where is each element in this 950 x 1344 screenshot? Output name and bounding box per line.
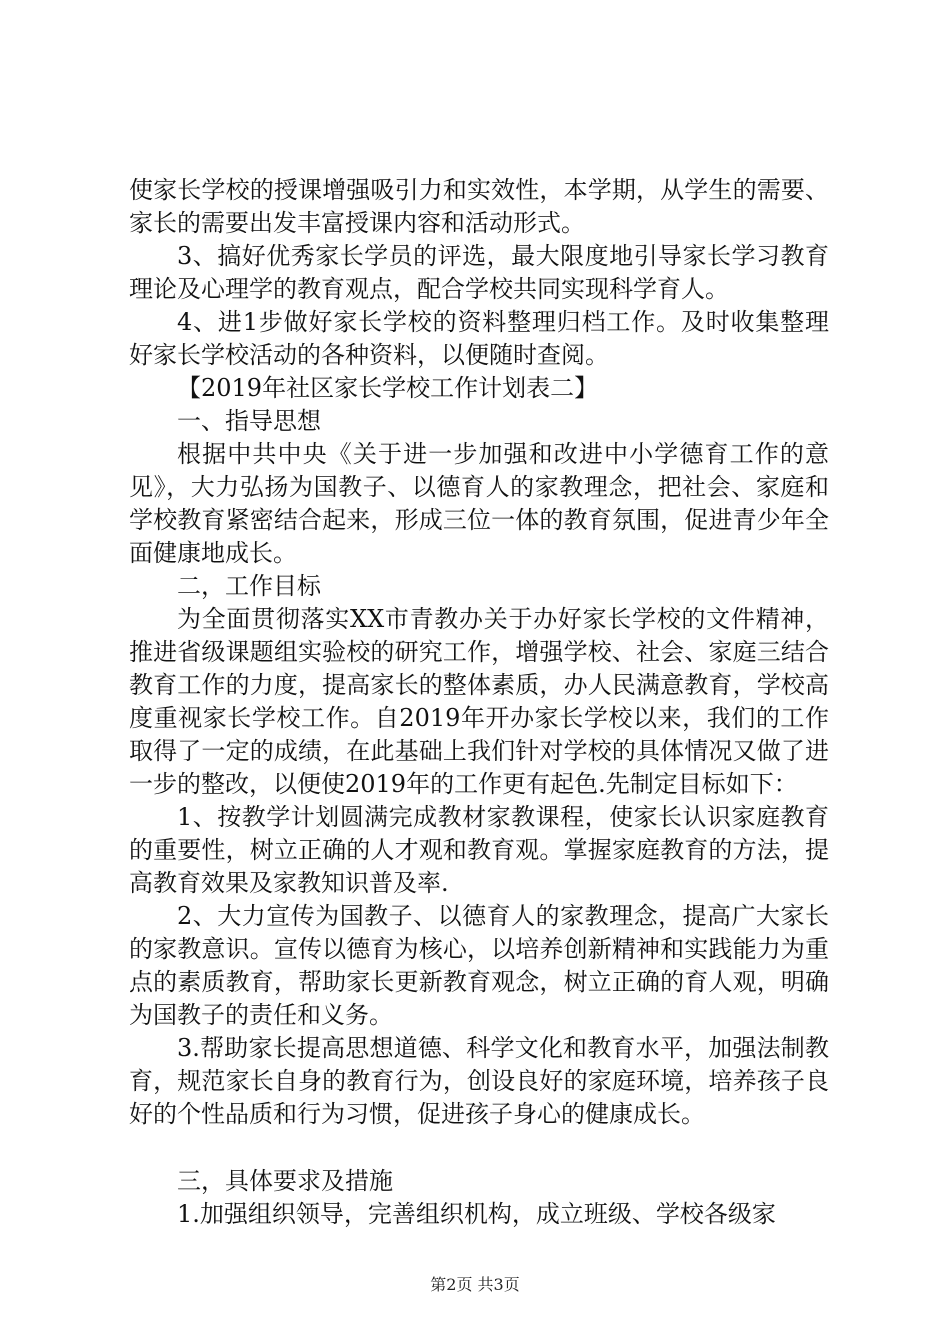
- heading-requirements-measures: 三，具体要求及措施: [177, 1167, 393, 1195]
- page-footer: 第2页 共3页: [430, 1275, 520, 1294]
- paragraph-spacer: [129, 1131, 829, 1165]
- paragraph-guiding-ideology: 根据中共中央《关于进一步加强和改进中小学德育工作的意见》，大力弘扬为国教子、以德育人的家教理念，把社会、家庭和学校教育紧密结合起来，形成三位一体的教育氛围，促进青少年全面健康地成长。: [129, 440, 829, 567]
- heading-guiding-ideology: 一、指导思想: [177, 407, 321, 435]
- paragraph-item-3: 3、搞好优秀家长学员的评选，最大限度地引导家长学习教育理论及心理学的教育观点，配合学校共同实现科学育人。: [129, 242, 829, 303]
- goal-item-2: 2、大力宣传为国教子、以德育人的家教理念，提高广大家长的家教意识。宣传以德育为核心，以培养创新精神和实践能力为重点的素质教育，帮助家长更新教育观念，树立正确的育人观，明确为国教子的责任和义务。: [129, 902, 829, 1029]
- goal-item-1: 1、按教学计划圆满完成教材家教课程，使家长认识家庭教育的重要性，树立正确的人才观和教育观。掌握家庭教育的方法，提高教育效果及家教知识普及率.: [129, 803, 829, 897]
- paragraph-continuation: 使家长学校的授课增强吸引力和实效性，本学期，从学生的需要、家长的需要出发丰富授课内容和活动形式。: [129, 176, 829, 237]
- goal-item-3: 3.帮助家长提高思想道德、科学文化和教育水平，加强法制教育，规范家长自身的教育行为，创设良好的家庭环境，培养孩子良好的个性品质和行为习惯，促进孩子身心的健康成长。: [129, 1034, 829, 1128]
- document-body: [129, 174, 829, 1231]
- measure-item-1: 1.加强组织领导，完善组织机构，成立班级、学校各级家: [177, 1200, 776, 1228]
- paragraph-item-4: 4、进1步做好家长学校的资料整理归档工作。及时收集整理好家长学校活动的各种资料，以便随时查阅。: [129, 308, 829, 369]
- heading-work-goals: 二，工作目标: [177, 572, 321, 600]
- paragraph-work-goals: 为全面贯彻落实XX市青教办关于办好家长学校的文件精神，推进省级课题组实验校的研究工作，增强学校、社会、家庭三结合教育工作的力度，提高家长的整体素质，办人民满意教育，学校高度重视家长学校工作。自2019年开办家长学校以来，我们的工作取得了一定的成绩，在此基础上我们针对学校的具体情况又做了进一步的整改，以便使2019年的工作更有起色.先制定目标如下：: [129, 605, 829, 798]
- section-title: 【2019年社区家长学校工作计划表二】: [177, 374, 599, 402]
